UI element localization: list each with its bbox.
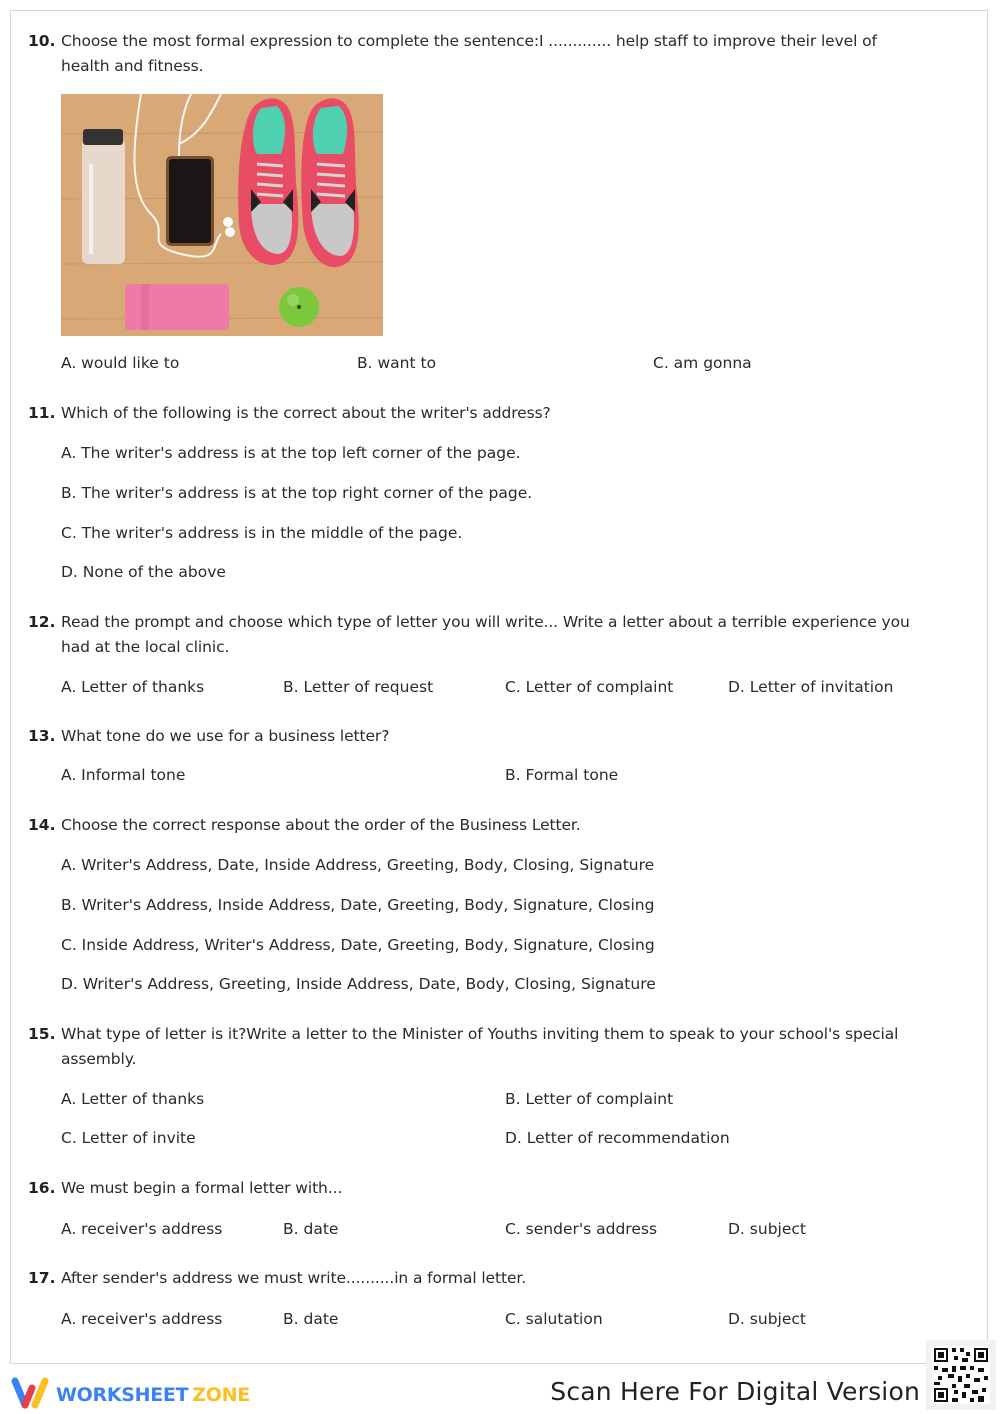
option-c[interactable]: C. Inside Address, Writer's Address, Date, Greeting, Body, Signature, Closing: [61, 936, 655, 954]
option-a[interactable]: A. Informal tone: [61, 766, 186, 784]
question-text: Choose the most formal expression to complete the sentence:I ............. help staff to improve their level of health and fitness.: [61, 32, 877, 75]
option-b[interactable]: B. The writer's address is at the top right corner of the page.: [61, 484, 533, 502]
question-15-options-row-2: [61, 1127, 961, 1149]
option-a[interactable]: A. Letter of thanks: [61, 1090, 205, 1108]
w-logo-icon: [10, 1376, 50, 1414]
option-b[interactable]: B. Letter of request: [283, 678, 434, 696]
question-14-option-b-row: [61, 894, 961, 916]
fitness-items-photo: [61, 94, 383, 336]
question-16: [28, 1176, 960, 1201]
question-text: Choose the correct response about the order of the Business Letter.: [61, 816, 581, 834]
question-15: [28, 1022, 960, 1072]
question-15-options-row-1: [61, 1088, 961, 1110]
option-d[interactable]: D. None of the above: [61, 563, 226, 581]
option-c[interactable]: C. am gonna: [653, 354, 752, 372]
question-11-option-a-row: [61, 442, 961, 464]
option-a[interactable]: A. receiver's address: [61, 1220, 223, 1238]
question-10-options: [61, 352, 961, 374]
question-14-option-a-row: [61, 854, 961, 876]
option-b[interactable]: B. Letter of complaint: [505, 1090, 674, 1108]
question-text: We must begin a formal letter with...: [61, 1179, 343, 1197]
question-10: [28, 29, 960, 79]
question-14: [28, 813, 960, 838]
option-d[interactable]: D. Letter of recommendation: [505, 1129, 730, 1147]
option-a[interactable]: A. Writer's Address, Date, Inside Address, Greeting, Body, Closing, Signature: [61, 856, 655, 874]
option-c[interactable]: C. salutation: [505, 1310, 603, 1328]
option-d[interactable]: D. Letter of invitation: [728, 678, 894, 696]
question-17-options: [61, 1308, 961, 1330]
question-14-option-d-row: [61, 973, 961, 995]
question-11: [28, 401, 960, 426]
question-17: [28, 1266, 960, 1291]
brand-name-part1: WORKSHEET: [56, 1384, 189, 1406]
option-a[interactable]: A. receiver's address: [61, 1310, 223, 1328]
brand-name-part2: ZONE: [192, 1384, 250, 1406]
question-11-option-c-row: [61, 522, 961, 544]
question-number: 15.: [28, 1025, 56, 1043]
question-number: 10.: [28, 32, 56, 50]
option-b[interactable]: B. date: [283, 1310, 339, 1328]
qr-code-icon[interactable]: [926, 1340, 996, 1410]
option-b[interactable]: B. want to: [357, 354, 437, 372]
question-number: 17.: [28, 1269, 56, 1287]
question-14-option-c-row: [61, 934, 961, 956]
option-a[interactable]: A. The writer's address is at the top left corner of the page.: [61, 444, 521, 462]
option-a[interactable]: A. Letter of thanks: [61, 678, 205, 696]
question-12: [28, 610, 960, 660]
question-text: What tone do we use for a business letter?: [61, 727, 390, 745]
question-text: Read the prompt and choose which type of letter you will write... Write a letter about a terrible experience you had at the local clinic.: [61, 613, 910, 656]
question-12-options: [61, 676, 961, 698]
option-c[interactable]: C. The writer's address is in the middle of the page.: [61, 524, 463, 542]
option-d[interactable]: D. Writer's Address, Greeting, Inside Address, Date, Body, Closing, Signature: [61, 975, 656, 993]
question-number: 16.: [28, 1179, 56, 1197]
question-number: 12.: [28, 613, 56, 631]
option-d[interactable]: D. subject: [728, 1220, 806, 1238]
question-text: What type of letter is it?Write a letter to the Minister of Youths inviting them to speak to your school's special assembly.: [61, 1025, 899, 1068]
option-d[interactable]: D. subject: [728, 1310, 806, 1328]
worksheetzone-logo[interactable]: [10, 1376, 250, 1414]
question-number: 13.: [28, 727, 56, 745]
question-number: 11.: [28, 404, 56, 422]
scan-instruction: Scan Here For Digital Version: [550, 1377, 920, 1406]
question-11-option-d-row: [61, 561, 961, 583]
option-b[interactable]: B. Formal tone: [505, 766, 619, 784]
question-11-option-b-row: [61, 482, 961, 504]
option-c[interactable]: C. Letter of complaint: [505, 678, 674, 696]
option-b[interactable]: B. Writer's Address, Inside Address, Date, Greeting, Body, Signature, Closing: [61, 896, 655, 914]
question-text: After sender's address we must write..........in a formal letter.: [61, 1269, 527, 1287]
option-b[interactable]: B. date: [283, 1220, 339, 1238]
question-13-options: [61, 764, 961, 786]
question-text: Which of the following is the correct about the writer's address?: [61, 404, 551, 422]
option-c[interactable]: C. sender's address: [505, 1220, 658, 1238]
question-number: 14.: [28, 816, 56, 834]
question-16-options: [61, 1218, 961, 1240]
question-13: [28, 724, 960, 749]
option-c[interactable]: C. Letter of invite: [61, 1129, 196, 1147]
option-a[interactable]: A. would like to: [61, 354, 180, 372]
